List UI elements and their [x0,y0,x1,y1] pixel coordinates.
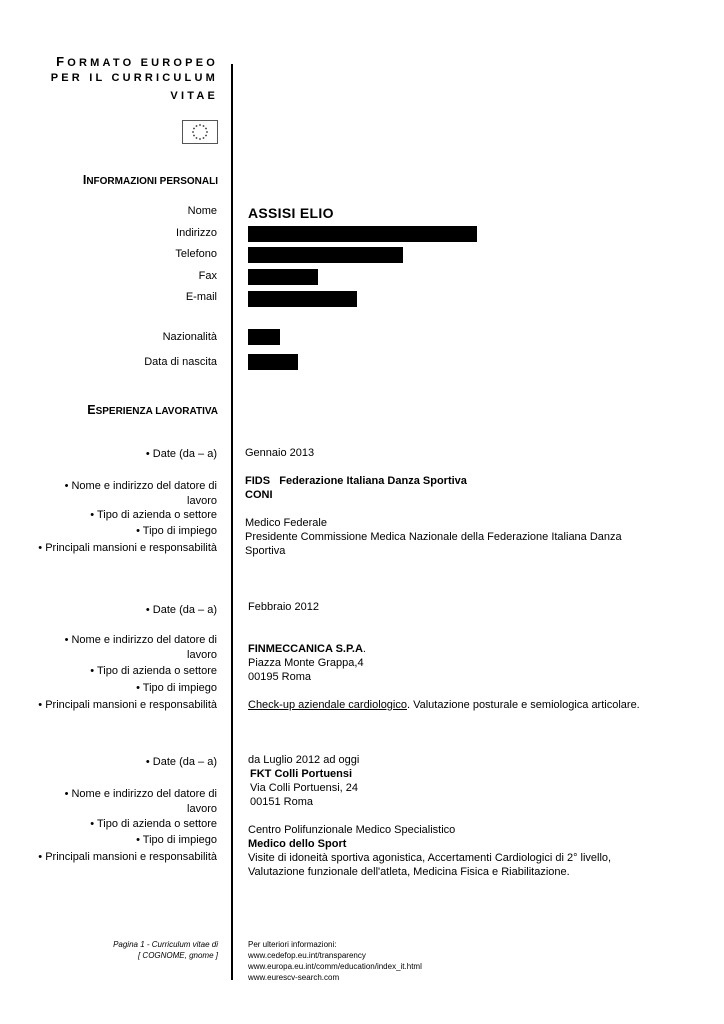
entry1-date: Gennaio 2013 [245,447,315,459]
redacted-nationality [248,329,280,345]
label-email: E-mail [185,291,217,303]
footer-name-placeholder: [ COGNOME, gnome ] [137,951,218,960]
label-nationality: Nazionalità [162,331,217,343]
entry3-employer: FKT Colli Portuensi [250,768,353,780]
entry2-duties [248,698,640,712]
label-sector: • Tipo di azienda o settore [90,818,217,830]
section-personal-info [83,173,218,187]
label-date: • Date (da – a) [145,604,217,616]
label-duties: • Principali mansioni e responsabilità [38,542,217,554]
entry1-employer-line2: CONI [245,489,273,501]
eu-flag-icon [182,120,218,144]
cv-title-line2: PER IL CURRICULUM [50,72,218,84]
label-sector: • Tipo di azienda o settore [90,665,217,677]
label-phone: Telefono [175,248,217,260]
entry2-employer-dot: . [362,643,366,655]
entry2-address2: 00195 Roma [248,671,311,683]
entry1-employer-fullname: Federazione Italiana Danza Sportiva [279,475,467,487]
label-name: Nome [187,205,217,217]
footer-link-eurescv[interactable]: www.eurescv-search.com [248,973,340,982]
entry3-address2: 00151 Roma [250,796,313,808]
entry2-address1: Piazza Monte Grappa,4 [248,657,364,669]
entry3-sector: Centro Polifunzionale Medico Specialistico [248,824,456,836]
label-date: • Date (da – a) [145,448,217,460]
entry1-job-line3: Sportiva [245,545,286,557]
name-value: ASSISI ELIO [248,205,334,221]
entry2-employer [248,642,366,656]
label-duties: • Principali mansioni e responsabilità [38,699,217,711]
label-employer: • Nome e indirizzo del datore di lavoro [64,788,217,815]
label-duties: • Principali mansioni e responsabilità [38,851,217,863]
label-fax: Fax [198,270,217,282]
vertical-divider [231,64,233,980]
entry2-date: Febbraio 2012 [248,601,319,613]
title-rest: ORMATO EUROPEO [67,57,218,69]
label-job-type: • Tipo di impiego [136,834,217,846]
entry3-job-type: Medico dello Sport [248,838,347,850]
cv-title-line3: VITAE [170,90,218,102]
redacted-birth [248,354,298,370]
entry2-duties-rest: . Valutazione posturale e semiologica articolare. [406,699,640,711]
cv-title-line1 [56,54,218,69]
label-job-type: • Tipo di impiego [136,525,217,537]
entry3-date: da Luglio 2012 ad oggi [248,754,360,766]
entry2-employer-name: FINMECCANICA S.P.A [248,643,363,655]
entry1-employer-acronym: FIDS [245,475,271,487]
redacted-email [248,291,357,307]
section-initial: E [87,403,96,417]
entry1-job-line1: Medico Federale [245,517,327,529]
label-sector: • Tipo di azienda o settore [90,509,217,521]
label-birth: Data di nascita [144,356,217,368]
section-work-experience [87,403,218,417]
entry3-duties-line2: Valutazione funzionale dell'atleta, Medicina Fisica e Riabilitazione. [248,866,570,878]
entry1-employer-line1 [245,474,467,488]
label-employer: • Nome e indirizzo del datore di lavoro [64,480,217,507]
footer-page-label: Pagina 1 - Curriculum vitae di [113,940,218,949]
label-job-type: • Tipo di impiego [136,682,217,694]
entry1-job-line2: Presidente Commissione Medica Nazionale della Federazione Italiana Danza [245,531,622,543]
section-rest: NFORMAZIONI PERSONALI [86,176,218,187]
entry3-duties-line1: Visite di idoneità sportiva agonistica, Accertamenti Cardiologici di 2° livello, [248,852,612,864]
footer-info-heading: Per ulteriori informazioni: [248,940,337,949]
footer-link-cedefop[interactable]: www.cedefop.eu.int/transparency [248,951,366,960]
label-employer: • Nome e indirizzo del datore di lavoro [64,634,217,661]
label-date: • Date (da – a) [145,756,217,768]
title-initial: F [56,54,68,69]
entry3-address1: Via Colli Portuensi, 24 [250,782,359,794]
footer-link-europa[interactable]: www.europa.eu.int/comm/education/index_it.html [248,962,422,971]
section-rest: SPERIENZA LAVORATIVA [95,406,218,417]
redacted-fax [248,269,318,285]
redacted-phone [248,247,403,263]
entry2-duties-link: Check-up aziendale cardiologico [248,699,407,711]
section-initial: I [82,173,87,187]
redacted-address [248,226,477,242]
label-address: Indirizzo [176,227,217,239]
